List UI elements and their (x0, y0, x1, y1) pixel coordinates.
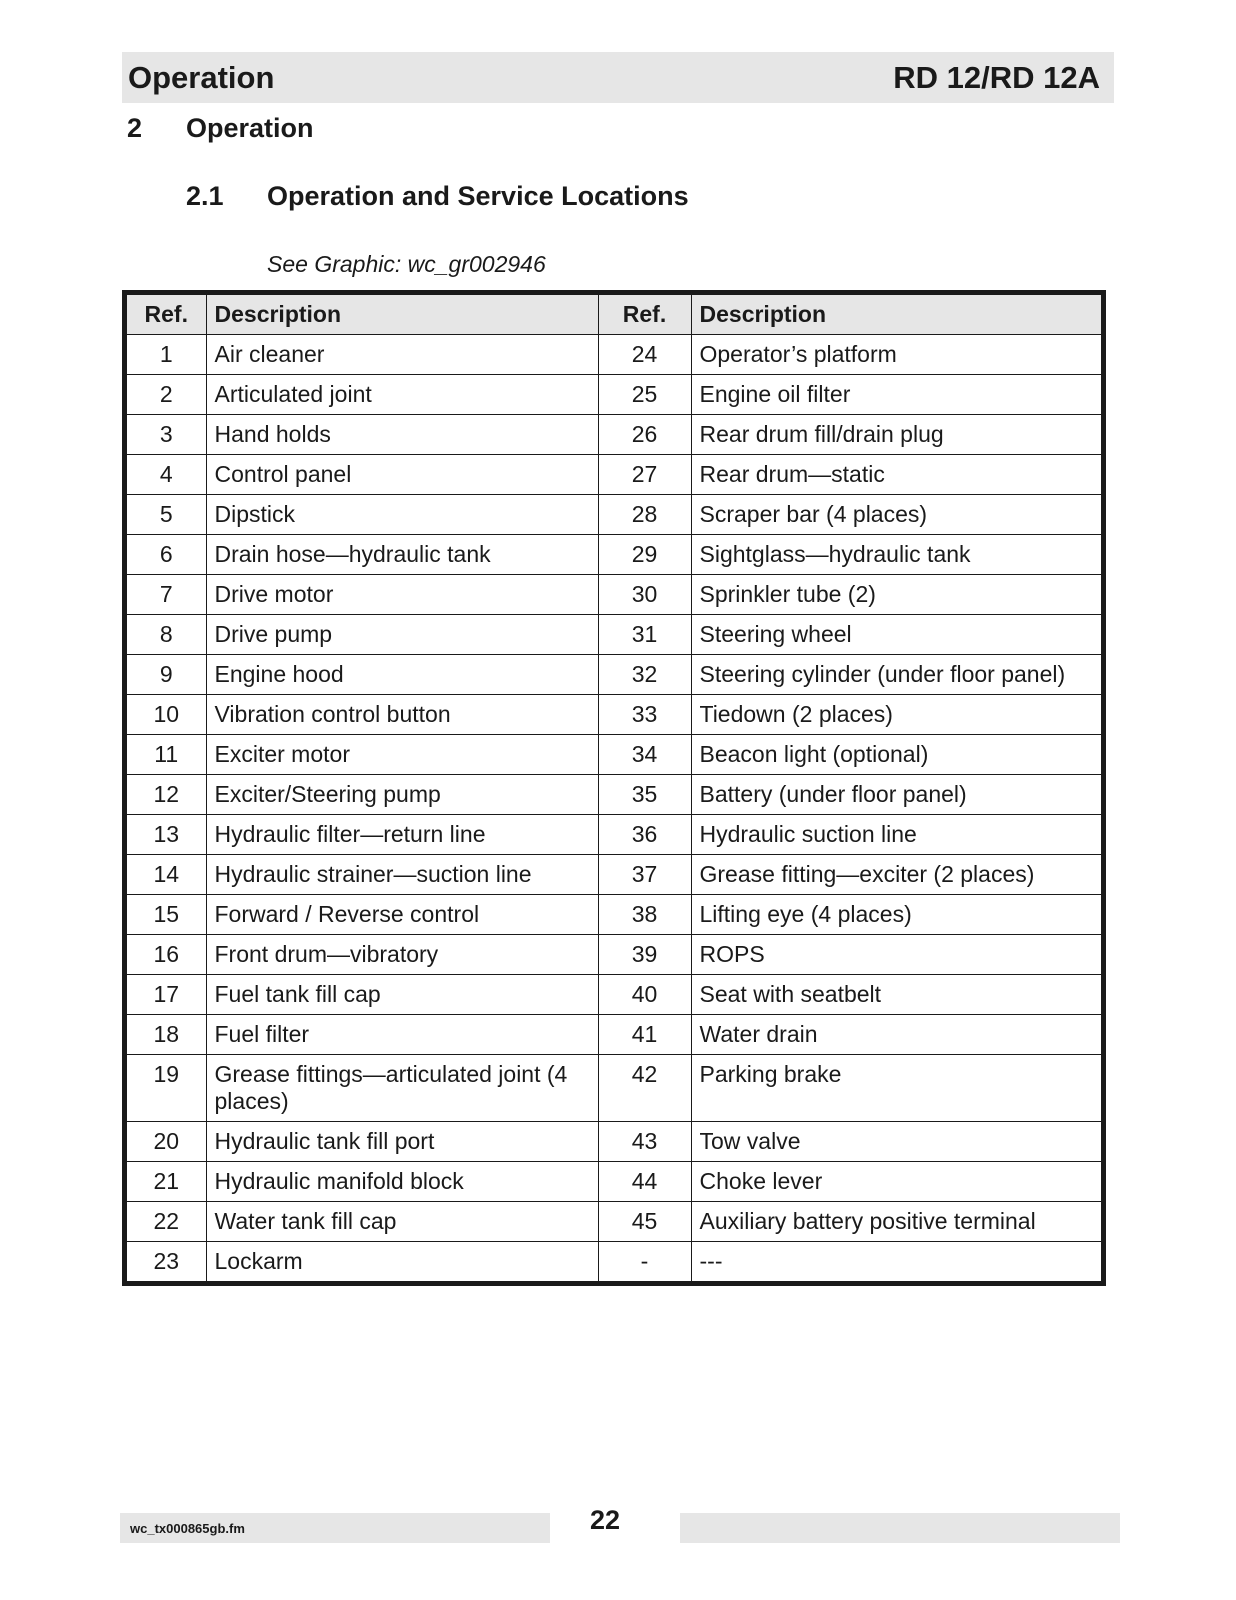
ref-cell: 16 (127, 935, 206, 975)
description-cell: Hydraulic filter—return line (206, 815, 598, 855)
table-row (127, 455, 1101, 495)
section-title: Operation (186, 113, 314, 143)
ref-cell: 24 (598, 335, 691, 375)
footer-file-name: wc_tx000865gb.fm (130, 1521, 245, 1536)
ref-cell: 12 (127, 775, 206, 815)
description-cell: Drive pump (206, 615, 598, 655)
description-cell: Parking brake (691, 1055, 1101, 1122)
description-cell: Front drum—vibratory (206, 935, 598, 975)
section-number: 2 (127, 113, 143, 143)
description-cell: Auxiliary battery positive terminal (691, 1202, 1101, 1242)
ref-cell: 7 (127, 575, 206, 615)
table-row (127, 695, 1101, 735)
description-cell: Grease fittings—articulated joint (4 places) (206, 1055, 598, 1122)
ref-cell: 20 (127, 1122, 206, 1162)
table-row (127, 1242, 1101, 1282)
table-row (127, 1015, 1101, 1055)
graphic-reference: See Graphic: wc_gr002946 (267, 251, 546, 277)
ref-cell: - (598, 1242, 691, 1282)
locations-table (122, 290, 1106, 1286)
ref-cell: 34 (598, 735, 691, 775)
table-row (127, 1122, 1101, 1162)
table-row (127, 535, 1101, 575)
description-cell: Articulated joint (206, 375, 598, 415)
ref-cell: 18 (127, 1015, 206, 1055)
table-row (127, 895, 1101, 935)
ref-cell: 19 (127, 1055, 206, 1122)
subsection-number: 2.1 (186, 181, 224, 211)
description-cell: Tiedown (2 places) (691, 695, 1101, 735)
ref-cell: 10 (127, 695, 206, 735)
description-cell: Steering wheel (691, 615, 1101, 655)
ref-cell: 13 (127, 815, 206, 855)
ref-cell: 37 (598, 855, 691, 895)
column-header-ref: Ref. (598, 295, 691, 335)
ref-cell: 14 (127, 855, 206, 895)
description-cell: Fuel filter (206, 1015, 598, 1055)
description-cell: Engine hood (206, 655, 598, 695)
description-cell: Drain hose—hydraulic tank (206, 535, 598, 575)
description-cell: Water tank fill cap (206, 1202, 598, 1242)
table-row (127, 1055, 1101, 1122)
description-cell: Beacon light (optional) (691, 735, 1101, 775)
description-cell: Fuel tank fill cap (206, 975, 598, 1015)
table-row (127, 935, 1101, 975)
ref-cell: 21 (127, 1162, 206, 1202)
column-header-description: Description (206, 295, 598, 335)
column-header-description: Description (691, 295, 1101, 335)
description-cell: Control panel (206, 455, 598, 495)
ref-cell: 15 (127, 895, 206, 935)
ref-cell: 45 (598, 1202, 691, 1242)
ref-cell: 2 (127, 375, 206, 415)
ref-cell: 44 (598, 1162, 691, 1202)
description-cell: Exciter/Steering pump (206, 775, 598, 815)
table-row (127, 655, 1101, 695)
description-cell: Hand holds (206, 415, 598, 455)
table-row (127, 495, 1101, 535)
description-cell: Operator’s platform (691, 335, 1101, 375)
table-row (127, 575, 1101, 615)
ref-cell: 36 (598, 815, 691, 855)
ref-cell: 11 (127, 735, 206, 775)
table-row (127, 375, 1101, 415)
ref-cell: 40 (598, 975, 691, 1015)
ref-cell: 42 (598, 1055, 691, 1122)
ref-cell: 29 (598, 535, 691, 575)
description-cell: Choke lever (691, 1162, 1101, 1202)
ref-cell: 38 (598, 895, 691, 935)
table-row (127, 855, 1101, 895)
description-cell: Lifting eye (4 places) (691, 895, 1101, 935)
table-row (127, 1162, 1101, 1202)
description-cell: Exciter motor (206, 735, 598, 775)
ref-cell: 41 (598, 1015, 691, 1055)
description-cell: Battery (under floor panel) (691, 775, 1101, 815)
ref-cell: 32 (598, 655, 691, 695)
description-cell: Rear drum—static (691, 455, 1101, 495)
ref-cell: 1 (127, 335, 206, 375)
table-row (127, 615, 1101, 655)
description-cell: Lockarm (206, 1242, 598, 1282)
ref-cell: 6 (127, 535, 206, 575)
description-cell: Forward / Reverse control (206, 895, 598, 935)
ref-cell: 5 (127, 495, 206, 535)
page-number: 22 (590, 1505, 621, 1535)
description-cell: Hydraulic tank fill port (206, 1122, 598, 1162)
ref-cell: 31 (598, 615, 691, 655)
ref-cell: 43 (598, 1122, 691, 1162)
ref-cell: 26 (598, 415, 691, 455)
description-cell: Hydraulic suction line (691, 815, 1101, 855)
ref-cell: 33 (598, 695, 691, 735)
table-row (127, 415, 1101, 455)
description-cell: Seat with seatbelt (691, 975, 1101, 1015)
description-cell: Air cleaner (206, 335, 598, 375)
header-model-name: RD 12/RD 12A (893, 60, 1100, 95)
description-cell: Steering cylinder (under floor panel) (691, 655, 1101, 695)
ref-cell: 28 (598, 495, 691, 535)
description-cell: Sprinkler tube (2) (691, 575, 1101, 615)
description-cell: --- (691, 1242, 1101, 1282)
ref-cell: 23 (127, 1242, 206, 1282)
ref-cell: 3 (127, 415, 206, 455)
ref-cell: 30 (598, 575, 691, 615)
header-section-title: Operation (128, 60, 275, 95)
ref-cell: 35 (598, 775, 691, 815)
description-cell: Hydraulic strainer—suction line (206, 855, 598, 895)
ref-cell: 22 (127, 1202, 206, 1242)
ref-cell: 27 (598, 455, 691, 495)
ref-cell: 39 (598, 935, 691, 975)
description-cell: Hydraulic manifold block (206, 1162, 598, 1202)
ref-cell: 25 (598, 375, 691, 415)
table-row (127, 1202, 1101, 1242)
table-row (127, 335, 1101, 375)
description-cell: Scraper bar (4 places) (691, 495, 1101, 535)
table-row (127, 975, 1101, 1015)
table-header-row (127, 295, 1101, 335)
table-row (127, 775, 1101, 815)
subsection-title: Operation and Service Locations (267, 181, 689, 211)
description-cell: Dipstick (206, 495, 598, 535)
table-row (127, 815, 1101, 855)
footer-left-bar (120, 1513, 550, 1543)
table-body (127, 335, 1101, 1282)
description-cell: Rear drum fill/drain plug (691, 415, 1101, 455)
description-cell: Drive motor (206, 575, 598, 615)
description-cell: Sightglass—hydraulic tank (691, 535, 1101, 575)
description-cell: Vibration control button (206, 695, 598, 735)
ref-cell: 9 (127, 655, 206, 695)
description-cell: Tow valve (691, 1122, 1101, 1162)
page-header (122, 52, 1114, 103)
ref-cell: 4 (127, 455, 206, 495)
column-header-ref: Ref. (127, 295, 206, 335)
description-cell: ROPS (691, 935, 1101, 975)
ref-cell: 17 (127, 975, 206, 1015)
footer-right-bar (680, 1513, 1120, 1543)
ref-cell: 8 (127, 615, 206, 655)
description-cell: Grease fitting—exciter (2 places) (691, 855, 1101, 895)
table-row (127, 735, 1101, 775)
description-cell: Engine oil filter (691, 375, 1101, 415)
description-cell: Water drain (691, 1015, 1101, 1055)
